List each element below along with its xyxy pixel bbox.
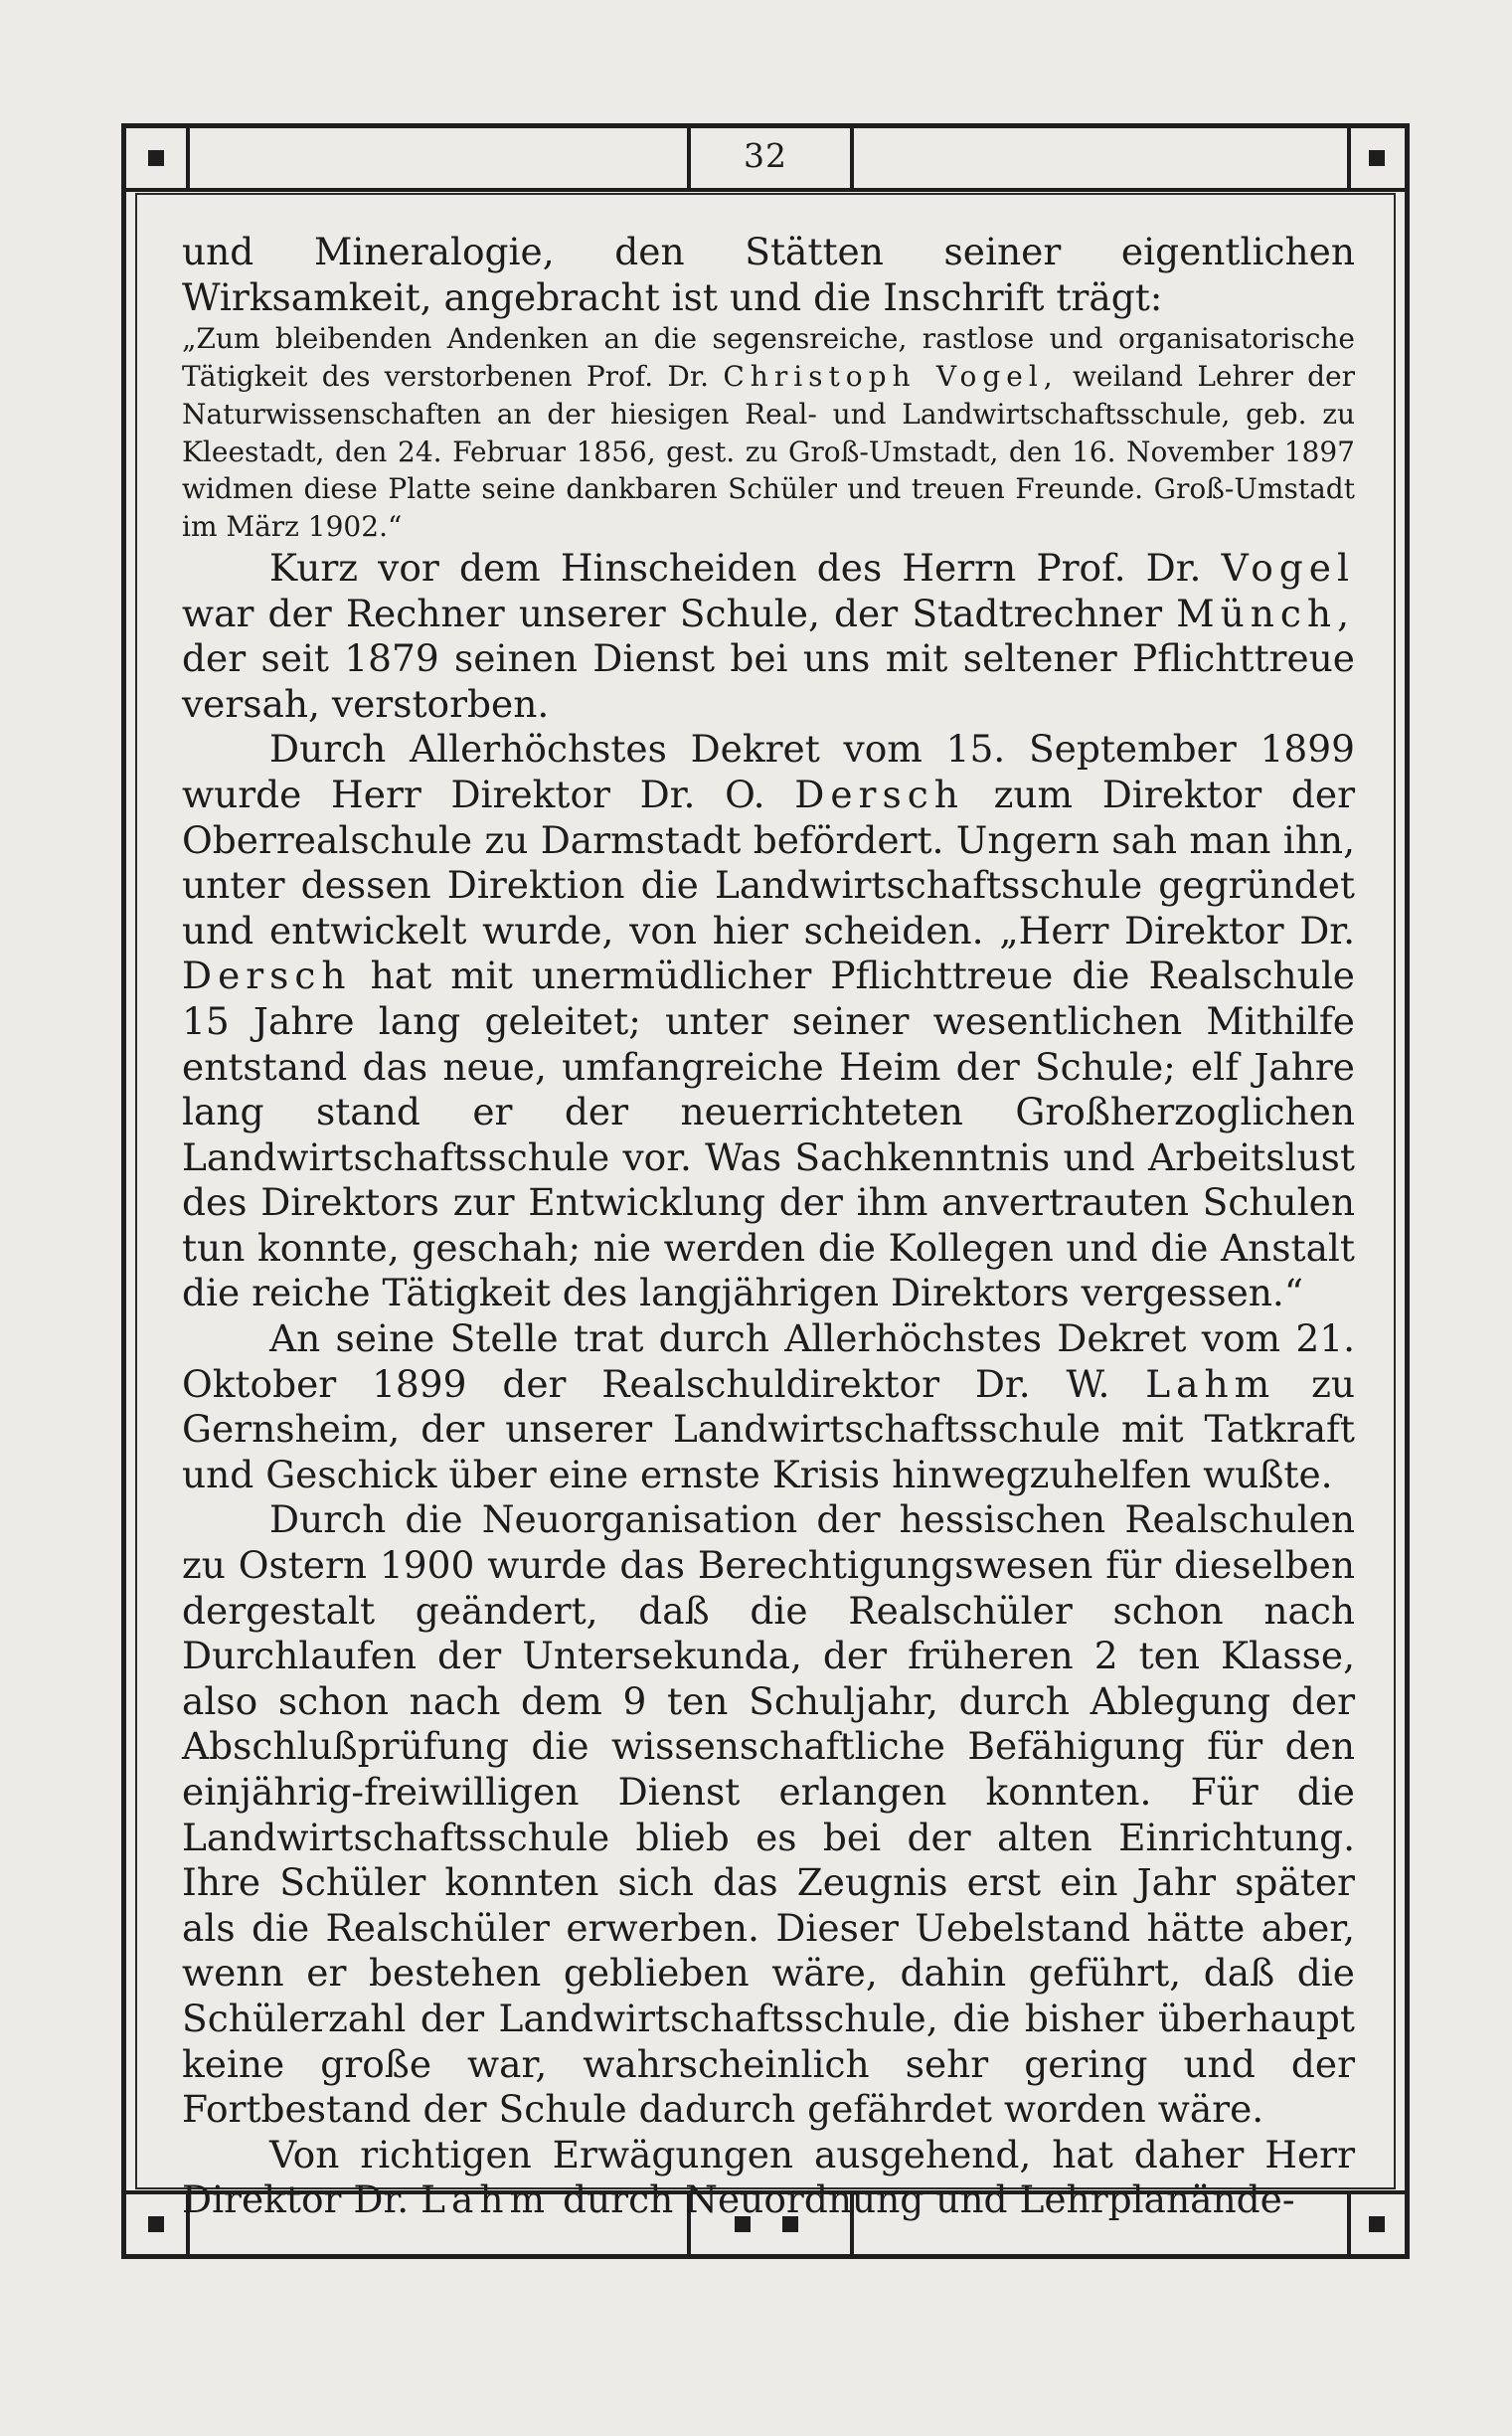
text-run: durch Neuordnung und Lehrplanände- <box>563 2177 1295 2222</box>
person-name: Münch, <box>1176 591 1356 635</box>
text-run: Kurz vor dem Hinscheiden des Herrn Prof. Dr. <box>269 545 1202 590</box>
text-run: zu Gernsheim, der unserer Landwirtschaftsschule mit Tatkraft und Geschick über eine ernste Krisis hinwegzuhelfen wußte. <box>182 1361 1356 1496</box>
page-frame <box>121 123 1410 2259</box>
body-text <box>182 230 1355 2223</box>
text-run: zum Direktor der Oberrealschule zu Darmstadt befördert. Ungern sah man ihn, unter dessen Direktion die Landwirtschaftsschule gegründet und entwickelt wurde, von hier scheiden. „Herr Direktor Dr. <box>182 772 1355 953</box>
text-run: der seit 1879 seinen Dienst bei uns mit seltener Pflichttreue versah, verstorben. <box>182 636 1355 726</box>
ornament-square-icon <box>1369 2216 1385 2232</box>
text-run: war der Rechner unserer Schule, der Stadtrechner <box>182 591 1163 635</box>
person-name: Vogel <box>1221 545 1355 590</box>
page-number: 32 <box>744 136 787 175</box>
person-name: Lahm <box>420 2177 552 2222</box>
paragraph <box>182 727 1355 1316</box>
paragraph: Durch die Neuorganisation der hessischen Realschulen zu Ostern 1900 wurde das Berechtigungswesen für dieselben dergestalt geändert, daß die Realschüler schon nach Durchlaufen der Untersekunda, der früheren 2 ten Klasse, also schon nach dem 9 ten Schuljahr, durch Ablegung der Abschlußprüfung die wissenschaftliche Befähigung für den einjährig-freiwilligen Dienst erlangen konnten. Für die Landwirtschaftsschule blieb es bei der alten Einrichtung. Ihre Schüler konnten sich das Zeugnis erst ein Jahr später als die Realschüler erwerben. Dieser Uebelstand hätte aber, wenn er bestehen geblieben wäre, dahin geführt, daß die Schülerzahl der Landwirtschaftsschule, die bisher überhaupt keine große war, wahrscheinlich sehr gering und der Fortbestand der Schule dadurch gefährdet worden wäre. <box>182 1497 1355 2132</box>
inscription-quote <box>182 320 1355 546</box>
person-name: Lahm <box>1145 1361 1276 1406</box>
quote-text: „Zum bleibenden Andenken an die segensreiche, rastlose und organisatorische Tätigkeit des verstorbenen Prof. Dr. <box>182 322 1355 393</box>
top-rule <box>126 188 1405 192</box>
paragraph: und Mineralogie, den Stätten seiner eigentlichen Wirksamkeit, angebracht ist und die Inschrift trägt: <box>182 230 1355 319</box>
text-run: Von richtigen Erwägungen ausgehend, hat daher Herr Direktor Dr. <box>182 2132 1355 2222</box>
quote-text: weiland Lehrer der Naturwissenschaften an der hiesigen Real- und Landwirtschaftsschule, geb. zu Kleestadt, den 24. Februar 1856, gest. zu Groß-Umstadt, den 16. November 1897 widmen diese Platte seine dankbaren Schüler und treuen Freunde. Groß-Umstadt im März 1902.“ <box>182 359 1355 544</box>
person-name: Christoph Vogel, <box>723 359 1059 393</box>
ornament-square-icon <box>148 2216 164 2232</box>
text-run: hat mit unermüdlicher Pflichttreue die Realschule 15 Jahre lang geleitet; unter seiner wesentlichen Mithilfe entstand das neue, umfangreiche Heim der Schule; elf Jahre lang stand er der neuerrichteten Großherzoglichen Landwirtschaftsschule vor. Was Sachkenntnis und Arbeitslust des Direktors zur Entwicklung der ihm anvertrauten Schulen tun konnte, geschah; nie werden die Kollegen und die Anstalt die reiche Tätigkeit des langjährigen Direktors vergessen.“ <box>182 954 1356 1315</box>
paragraph <box>182 1316 1355 1497</box>
person-name: Dersch <box>794 772 964 816</box>
text-run: An seine Stelle trat durch Allerhöchstes Dekret vom 21. Oktober 1899 der Realschuldirektor Dr. W. <box>182 1316 1355 1406</box>
paragraph <box>182 2133 1355 2223</box>
person-name: Dersch <box>182 954 352 998</box>
text-run: Durch Allerhöchstes Dekret vom 15. September 1899 wurde Herr Direktor Dr. O. <box>182 727 1355 816</box>
paragraph <box>182 546 1355 727</box>
